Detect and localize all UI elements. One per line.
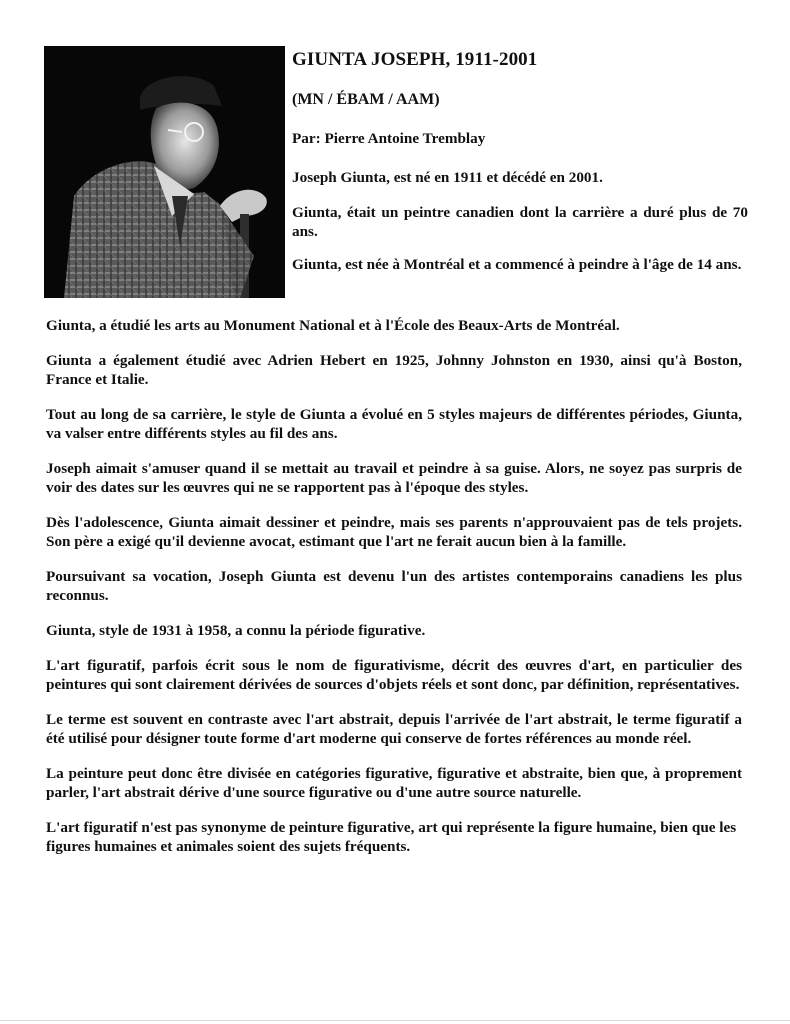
body-text — [46, 316, 742, 872]
header-block — [292, 46, 748, 274]
body-paragraph: Giunta, style de 1931 à 1958, a connu la période figurative. — [46, 622, 426, 639]
document-author: Par: Pierre Antoine Tremblay — [292, 130, 486, 147]
artist-portrait-photo — [44, 46, 285, 298]
document-title: GIUNTA JOSEPH, 1911-2001 — [292, 49, 538, 70]
body-paragraph: Giunta, a étudié les arts au Monument National et à l'École des Beaux-Arts de Montréal. — [46, 317, 620, 334]
intro-paragraph: Giunta, était un peintre canadien dont la carrière a duré plus de 70 ans. — [292, 204, 748, 240]
body-paragraph: Joseph aimait s'amuser quand il se mettait au travail et peindre à sa guise. Alors, ne soyez pas surpris de voir des dates sur les œuvres qui ne se rapportent pas à l'époque des styles. — [46, 460, 742, 496]
body-paragraph: Le terme est souvent en contraste avec l'art abstrait, depuis l'arrivée de l'art abstrait, le terme figuratif a été utilisé pour désigner toute forme d'art moderne qui conserve de fortes références au monde réel. — [46, 711, 742, 747]
document-subtitle: (MN / ÉBAM / AAM) — [292, 91, 440, 108]
body-paragraph: Giunta a également étudié avec Adrien Hebert en 1925, Johnny Johnston en 1930, ainsi qu'à Boston, France et Italie. — [46, 352, 742, 388]
body-paragraph: Dès l'adolescence, Giunta aimait dessiner et peindre, mais ses parents n'approuvaient pas de tels projets. Son père a exigé qu'il devienne avocat, estimant que l'art ne ferait aucun bien à la famille. — [46, 514, 742, 550]
intro-paragraph: Joseph Giunta, est né en 1911 et décédé en 2001. — [292, 169, 603, 186]
intro-paragraph: Giunta, est née à Montréal et a commencé à peindre à l'âge de 14 ans. — [292, 256, 742, 273]
body-paragraph: Tout au long de sa carrière, le style de Giunta a évolué en 5 styles majeurs de différentes périodes, Giunta, va valser entre différents styles au fil des ans. — [46, 406, 742, 442]
page-bottom-edge — [0, 1020, 790, 1021]
body-paragraph: L'art figuratif, parfois écrit sous le nom de figurativisme, décrit des œuvres d'art, en particulier des peintures qui sont clairement dérivées de sources d'objets réels et sont donc, par définition, représentatives. — [46, 657, 742, 693]
body-paragraph: Poursuivant sa vocation, Joseph Giunta est devenu l'un des artistes contemporains canadiens les plus reconnus. — [46, 568, 742, 604]
body-paragraph: La peinture peut donc être divisée en catégories figurative, figurative et abstraite, bien que, à proprement parler, l'art abstrait dérive d'une source figurative ou d'une autre source naturelle. — [46, 765, 742, 801]
body-paragraph: L'art figuratif n'est pas synonyme de peinture figurative, art qui représente la figure humaine, bien que les figures humaines et animales soient des sujets fréquents. — [46, 819, 737, 855]
